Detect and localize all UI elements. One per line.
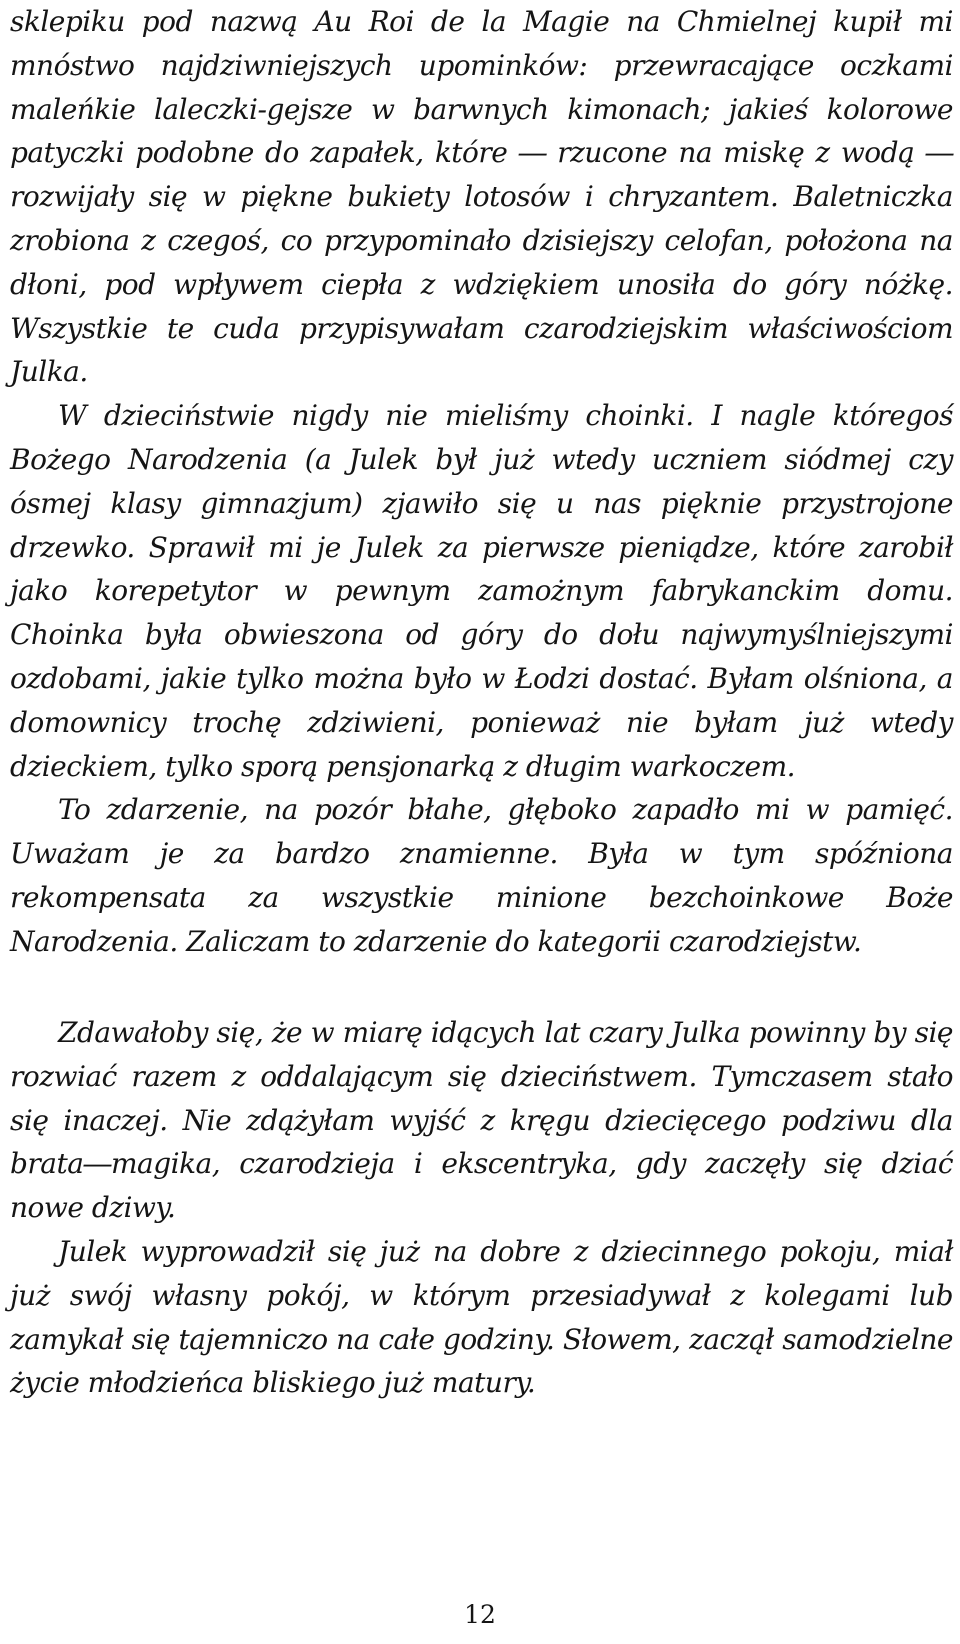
text-section-1 [10,0,953,964]
paragraph-1: sklepiku pod nazwą Au Roi de la Magie na Chmielnej kupił mi mnóstwo najdziwniejszych upominków: przewracające oczkami maleńkie laleczki-gejsze w barwnych kimonach; jakieś kolorowe patyczki podobne do zapałek, które ― rzucone na miskę z wodą ― rozwijały się w piękne bukiety lotosów i chryzantem. Baletniczka zrobiona z czegoś, co przypominało dzisiejszy celofan, położona na dłoni, pod wpływem ciepła z wdziękiem unosiła do góry nóżkę. Wszystkie te cuda przypisywałam czarodziejskim właściwościom Julka. [10,5,953,389]
paragraph-5: Julek wyprowadził się już na dobre z dziecinnego pokoju, miał już swój własny pokój, w którym przesiadywał z kolegami lub zamykał się tajemniczo na całe godziny. Słowem, zaczął samodzielne życie młodzieńca bliskiego już matury. [10,1234,953,1400]
paragraph-3: To zdarzenie, na pozór błahe, głęboko zapadło mi w pamięć. Uważam je za bardzo znamienne. Była w tym spóźniona rekompensata za wszystkie minione bezchoinkowe Boże Narodzenia. Zaliczam to zdarzenie do kategorii czarodziejstw. [10,793,953,958]
paragraph-2: W dzieciństwie nigdy nie mieliśmy choinki. I nagle któregoś Bożego Narodzenia (a Julek był już wtedy uczniem siódmej czy ósmej klasy gimnazjum) zjawiło się u nas pięknie przystrojone drzewko. Sprawił mi je Julek za pierwsze pieniądze, które zarobił jako korepetytor w pewnym zamożnym fabrykanckim domu. Choinka była obwieszona od góry do dołu najwymyślniejszymi ozdobami, jakie tylko można było w Łodzi dostać. Byłam olśniona, a domownicy trochę zdziwieni, ponieważ nie byłam już wtedy dzieckiem, tylko sporą pensjonarką z długim warkoczem. [10,399,953,783]
paragraph-4: Zdawałoby się, że w miarę idących lat czary Julka powinny by się rozwiać razem z oddalającym się dzieciństwem. Tymczasem stało się inaczej. Nie zdążyłam wyjść z kręgu dziecięcego podziwu dla brata―magika, czarodzieja i ekscentryka, gdy zaczęły się dziać nowe dziwy. [10,1016,953,1225]
page-number: 12 [464,1600,496,1629]
text-section-2 [10,1011,953,1405]
